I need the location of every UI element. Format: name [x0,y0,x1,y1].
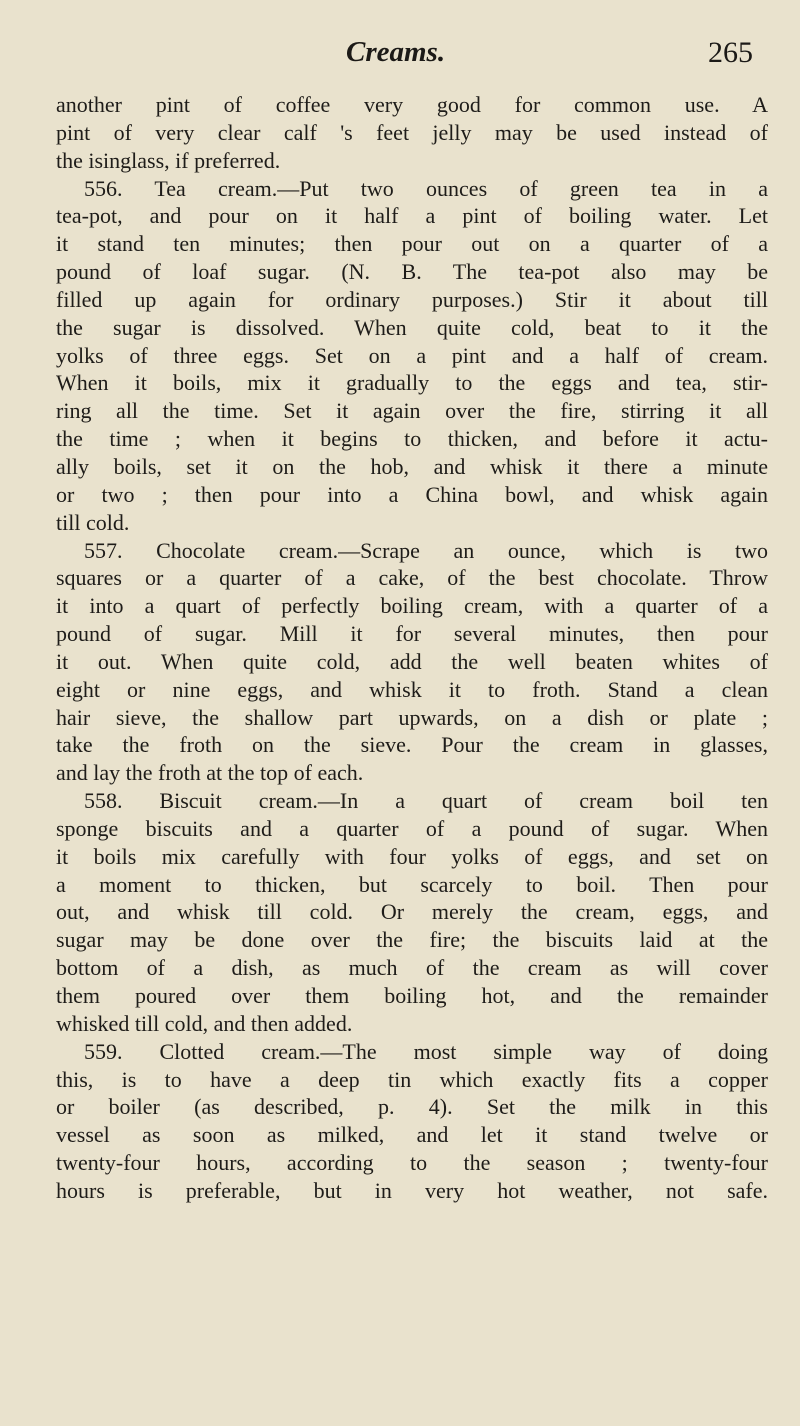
text-line: sponge biscuits and a quarter of a pound of sugar. When [56,815,768,841]
text-line: the isinglass, if preferred. [56,147,281,173]
text-line: twenty-four hours, according to the season ; twenty-four [56,1150,768,1176]
text-line: out, and whisk till cold. Or merely the cream, eggs, and [56,899,768,925]
text-line: hours is preferable, but in very hot weather, not safe. [56,1177,768,1203]
text-line: ally boils, set it on the hob, and whisk it there a minute [56,453,768,479]
text-line: it out. When quite cold, add the well beaten whites of [56,648,768,674]
text-line: tea-pot, and pour on it half a pint of boiling water. Let [56,203,768,229]
text-line: vessel as soon as milked, and let it stand twelve or [56,1122,768,1148]
text-line: the sugar is dissolved. When quite cold, beat to it the [56,314,768,340]
text-line: till cold. [56,509,130,535]
text-line: sugar may be done over the fire; the biscuits laid at the [56,927,768,953]
text-line: pint of very clear calf 's feet jelly may be used instead of [56,119,768,145]
recipe-558-start: 558. Biscuit cream.—In a quart of cream boil ten [84,788,768,814]
running-head: Creams. [346,36,446,68]
text-line: and lay the froth at the top of each. [56,760,364,786]
page-number: 265 [708,36,753,69]
body-text [56,91,768,1205]
text-line: pound of loaf sugar. (N. B. The tea-pot also may be [56,259,768,285]
text-line: it stand ten minutes; then pour out on a quarter of a [56,231,768,257]
text-line: bottom of a dish, as much of the cream as will cover [56,955,768,981]
text-line: filled up again for ordinary purposes.) Stir it about till [56,286,768,312]
text-line: this, is to have a deep tin which exactly fits a copper [56,1066,768,1092]
text-line: hair sieve, the shallow part upwards, on a dish or plate ; [56,704,768,730]
text-line: When it boils, mix it gradually to the eggs and tea, stir- [56,370,768,396]
text-line: whisked till cold, and then added. [56,1010,353,1036]
recipe-557-start: 557. Chocolate cream.—Scrape an ounce, which is two [84,537,768,563]
text-line: it into a quart of perfectly boiling cream, with a quarter of a [56,593,768,619]
text-line: pound of sugar. Mill it for several minutes, then pour [56,621,768,647]
text-line: or boiler (as described, p. 4). Set the milk in this [56,1094,768,1120]
text-line: them poured over them boiling hot, and the remainder [56,983,768,1008]
text-line: the time ; when it begins to thicken, and before it actu- [56,426,768,452]
recipe-556-start: 556. Tea cream.—Put two ounces of green tea in a [84,175,768,201]
text-line: eight or nine eggs, and whisk it to froth. Stand a clean [56,676,768,702]
page-header [0,36,800,76]
text-line: ring all the time. Set it again over the fire, stirring it all [56,398,768,424]
recipe-559-start: 559. Clotted cream.—The most simple way of doing [84,1038,768,1064]
text-line: it boils mix carefully with four yolks of eggs, and set on [56,843,768,869]
text-line: squares or a quarter of a cake, of the best chocolate. Throw [56,565,768,591]
text-line: another pint of coffee very good for common use. A [56,92,768,117]
text-line: or two ; then pour into a China bowl, and whisk again [56,481,768,507]
text-line: take the froth on the sieve. Pour the cream in glasses, [56,732,768,758]
text-line: a moment to thicken, but scarcely to boil. Then pour [56,871,768,897]
text-line: yolks of three eggs. Set on a pint and a half of cream. [56,342,768,368]
